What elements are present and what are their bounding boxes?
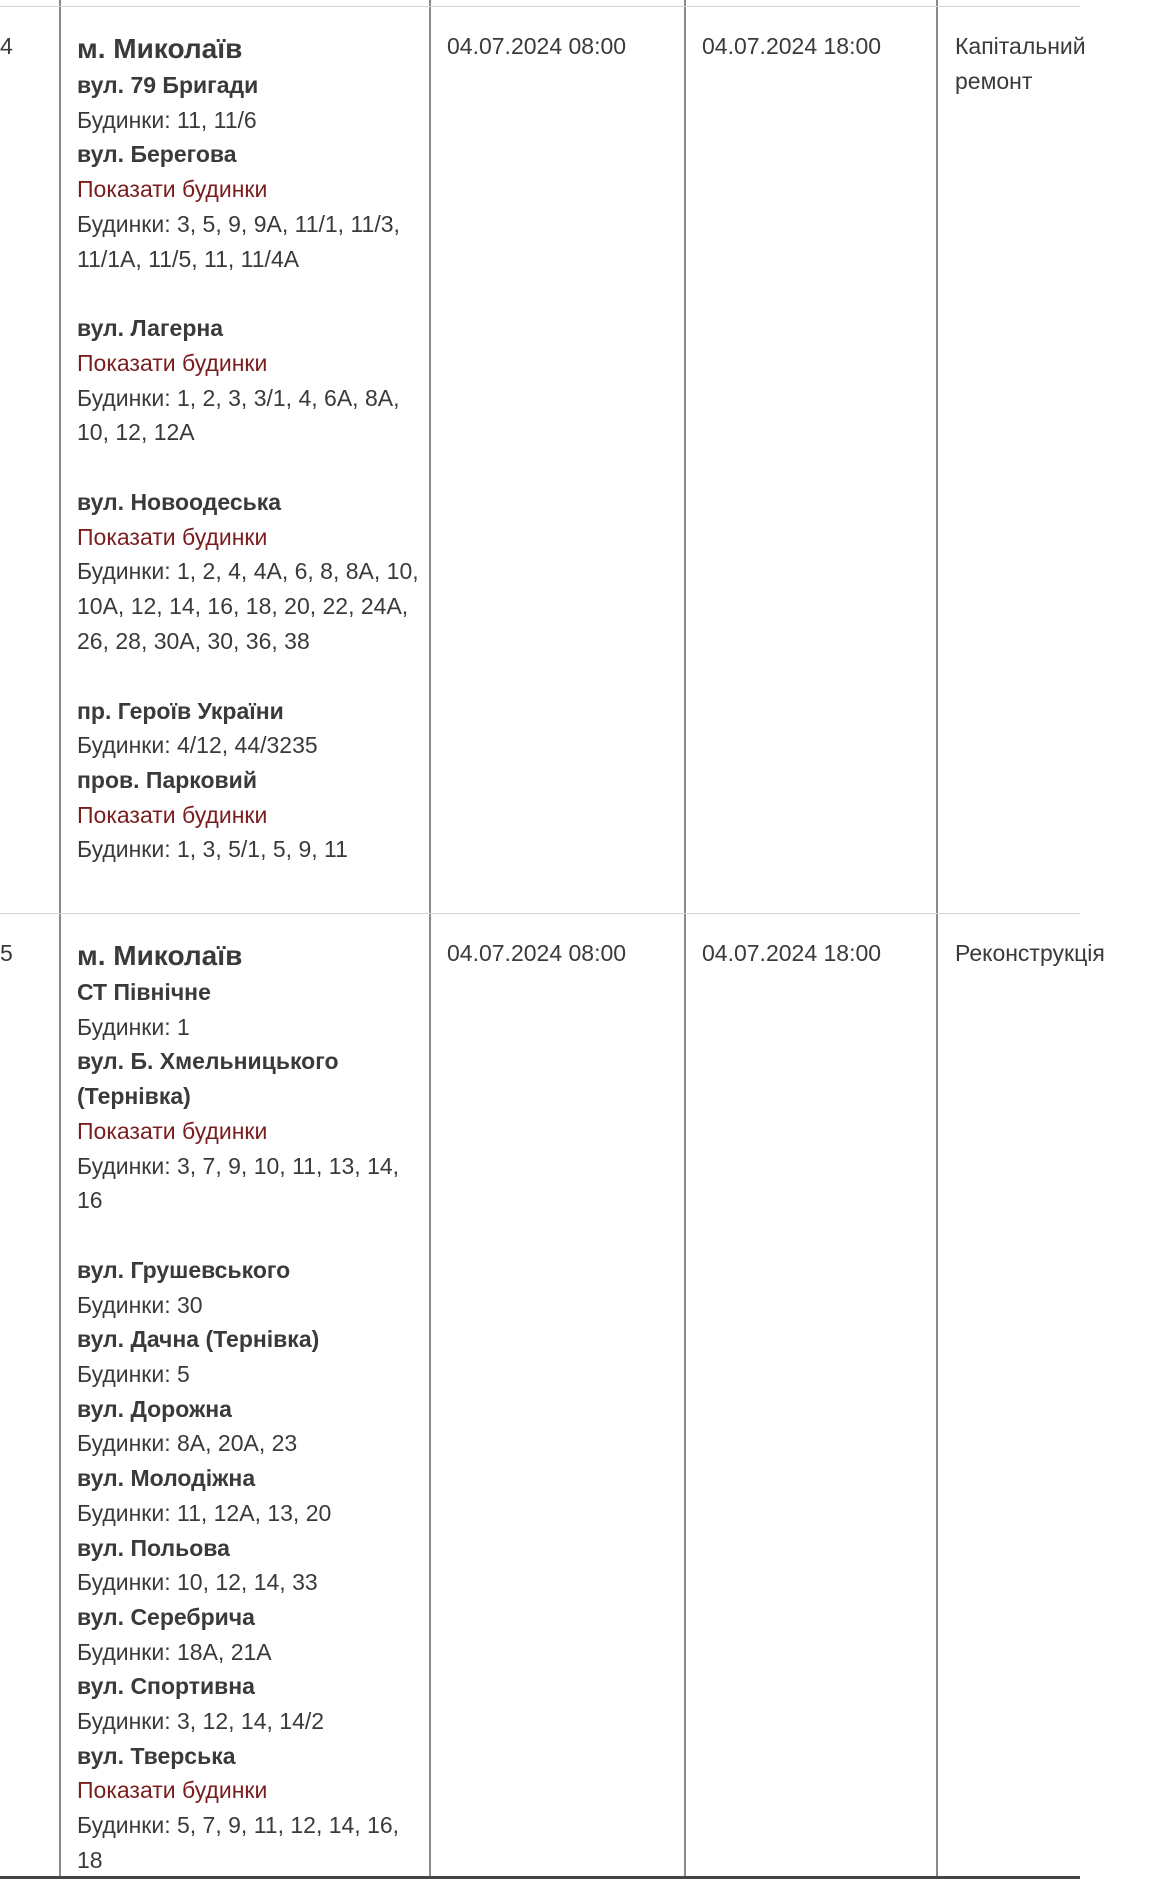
start-datetime: 04.07.2024 08:00 [447, 940, 627, 966]
end-datetime: 04.07.2024 18:00 [702, 33, 882, 59]
work-type: Капітальний ремонт [955, 33, 1086, 94]
show-houses-link[interactable]: Показати будинки [77, 801, 268, 828]
street-name: вул. Молодіжна [77, 1465, 256, 1492]
house-list: Будинки: 1, 2, 3, 3/1, 4, 6А, 8А, 10, 12, 12А [77, 384, 400, 446]
street-name: пр. Героїв України [77, 697, 284, 724]
street-name: вул. Новоодеська [77, 489, 282, 516]
street-name: вул. Дачна (Тернівка) [77, 1326, 320, 1353]
show-houses-link[interactable]: Показати будинки [77, 176, 268, 203]
house-list: Будинки: 18А, 21А [77, 1638, 272, 1665]
end-datetime: 04.07.2024 18:00 [702, 940, 882, 966]
house-list: Будинки: 3, 12, 14, 14/2 [77, 1708, 325, 1735]
address-cell [77, 6, 427, 867]
street-name: вул. 79 Бригади [77, 72, 259, 98]
show-houses-link[interactable]: Показати будинки [77, 1777, 268, 1804]
street-name: СТ Північне [77, 979, 211, 1005]
street-name: вул. Лагерна [77, 315, 224, 342]
show-houses-link[interactable]: Показати будинки [77, 523, 268, 550]
street-name: пров. Парковий [77, 766, 257, 793]
show-houses-link[interactable]: Показати будинки [77, 349, 268, 376]
house-list: Будинки: 8А, 20А, 23 [77, 1430, 298, 1457]
work-type: Реконструкція [955, 940, 1105, 966]
city-name: м. Миколаїв [77, 940, 243, 971]
city-name: м. Миколаїв [77, 33, 243, 64]
street-name: вул. Тверська [77, 1742, 236, 1769]
show-houses-link[interactable]: Показати будинки [77, 1117, 268, 1144]
house-list: Будинки: 3, 7, 9, 10, 11, 13, 14, 16 [77, 1152, 400, 1214]
row-number: 4 [0, 33, 13, 59]
house-list: Будинки: 3, 5, 9, 9А, 11/1, 11/3, 11/1А, 11/5, 11, 11/4А [77, 210, 400, 272]
house-list: Будинки: 1, 2, 4, 4А, 6, 8, 8А, 10, 10А, 12, 14, 16, 18, 20, 22, 24А, 26, 28, 30А, 30, 36, 38 [77, 558, 419, 654]
row-number: 5 [0, 940, 13, 966]
house-list: Будинки: 11, 12А, 13, 20 [77, 1499, 332, 1526]
house-list: Будинки: 11, 11/6 [77, 106, 257, 133]
street-name: вул. Б. Хмельницького (Тернівка) [77, 1048, 339, 1110]
house-list: Будинки: 10, 12, 14, 33 [77, 1569, 318, 1596]
house-list: Будинки: 1 [77, 1013, 190, 1040]
house-list: Будинки: 30 [77, 1291, 203, 1318]
house-list: Будинки: 5 [77, 1361, 190, 1388]
street-name: вул. Польова [77, 1534, 230, 1561]
address-cell [77, 913, 427, 1878]
street-name: вул. Спортивна [77, 1673, 255, 1700]
street-name: вул. Берегова [77, 141, 237, 168]
start-datetime: 04.07.2024 08:00 [447, 33, 627, 59]
street-name: вул. Грушевського [77, 1256, 291, 1283]
table-row [0, 913, 1105, 1879]
house-list: Будинки: 4/12, 44/3235 [77, 732, 318, 759]
house-list: Будинки: 1, 3, 5/1, 5, 9, 11 [77, 836, 348, 863]
table-row [0, 6, 1086, 913]
street-name: вул. Дорожна [77, 1395, 232, 1422]
house-list: Будинки: 5, 7, 9, 11, 12, 14, 16, 18 [77, 1812, 400, 1873]
street-name: вул. Серебрича [77, 1603, 255, 1630]
